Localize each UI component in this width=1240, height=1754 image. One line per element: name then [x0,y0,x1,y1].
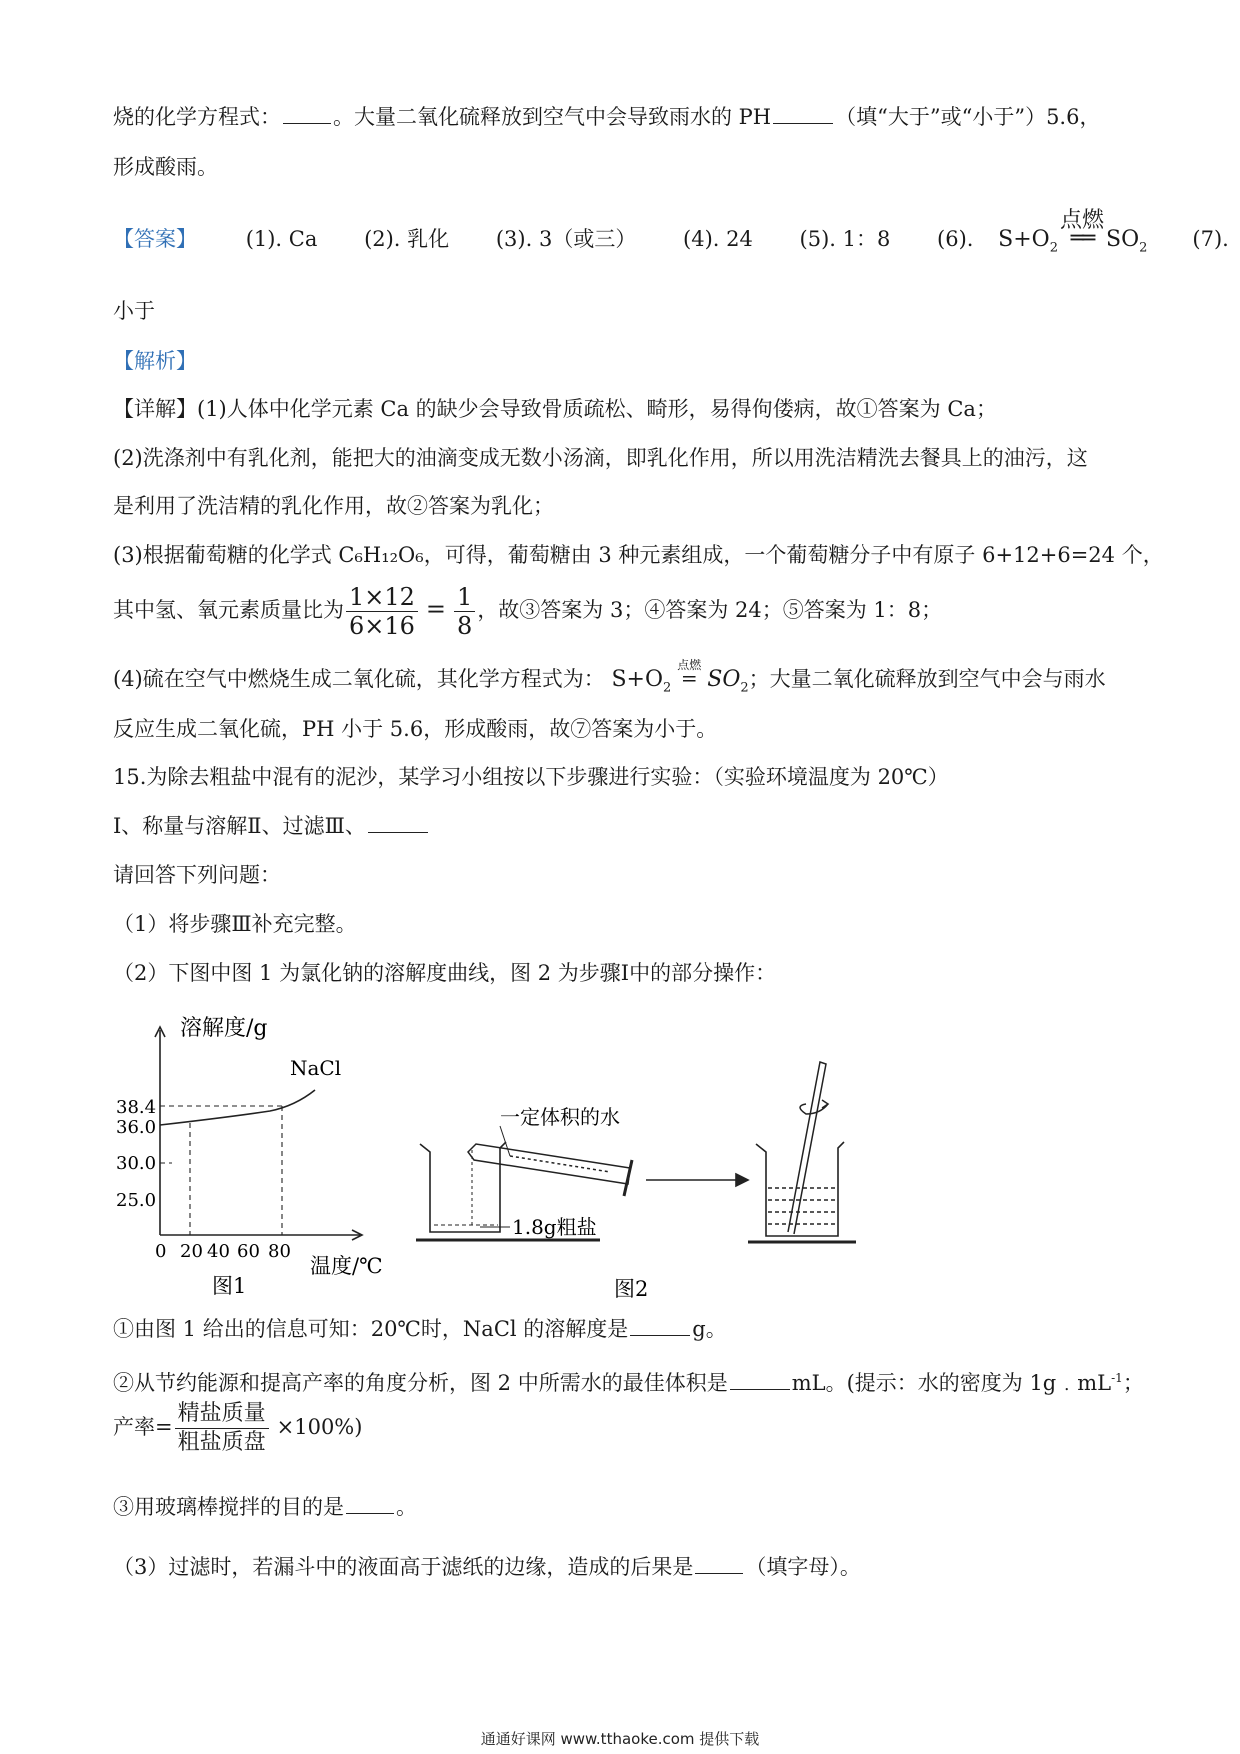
fig1-xtick-4: 80 [268,1241,291,1262]
fig1-xlabel: 温度/℃ [310,1254,383,1278]
fraction-1 [346,583,418,640]
q15-ask: 请回答下列问题： [113,863,281,887]
q3-post: （填字母）。 [745,1555,861,1579]
eq-cond-text: 点燃 [1059,208,1104,233]
q15-title: 15.为除去粗盐中混有的泥沙，某学习小组按以下步骤进行实验：（实验环境温度为 20℃） [113,765,949,789]
answer-item-7: (7). [1192,227,1229,251]
s2-post: mL。(提示：水的密度为 1g﹒mL [791,1371,1112,1395]
fig2-cylinder [468,1144,632,1196]
answer-item-5: (5). 1：8 [799,227,891,251]
eq-sub: 2 [1049,240,1058,256]
fraction-2 [454,583,475,640]
eq-double-line: ══ [1070,226,1094,251]
frac2-num: 1 [454,583,475,612]
detail-p1: 【详解】(1)人体中化学元素 Ca 的缺少会导致骨质疏松、畸形，易得佝偻病，故①答案为 Ca； [113,397,997,421]
answer-item-1: (1). Ca [245,227,318,251]
q15-q3 [113,1552,861,1582]
p4a-post: ；大量二氧化硫释放到空气中会与雨水 [748,667,1106,691]
answer-item-3: (3). 3（或三） [495,227,637,251]
yield-num: 精盐质量 [175,1400,269,1429]
p4a-eq-sign: = [680,666,698,690]
fig1-xtick-1: 20 [180,1241,203,1262]
fig2-arrow [646,1174,748,1186]
fig2-label-water: 一定体积的水 [500,1105,620,1129]
fig2-caption: 图2 [614,1277,649,1300]
q15-s2 [113,1363,1144,1398]
blank-volume [730,1371,790,1390]
intro-text-1: 烧的化学方程式： [113,105,281,129]
fig1-ytick-3: 25.0 [116,1190,157,1211]
blank-ph [773,105,833,124]
s3-post: 。 [396,1495,417,1519]
frac1-den: 6×16 [349,612,415,640]
detail-p4b: 反应生成二氧化硫，PH 小于 5.6，形成酸雨，故⑦答案为小于。 [113,717,718,741]
figure-2 [410,1060,870,1300]
p3b-eq: = [425,595,447,623]
q15-steps-text: Ⅰ、称量与溶解Ⅱ、过滤Ⅲ、 [113,814,366,838]
answer-tag: 【答案】 [113,227,197,251]
s2-pre: ②从节约能源和提高产率的角度分析，图 2 中所需水的最佳体积是 [113,1371,728,1395]
eq-condition [1059,208,1104,251]
p4a-left: S+O [611,667,663,692]
fraction-yield [175,1400,269,1457]
intro-text-2: 。大量二氧化硫释放到空气中会导致雨水的 PH [333,105,772,129]
fig2-glass-rod [788,1062,828,1234]
fig1-guides [160,1106,282,1235]
eq-right: SO [1106,227,1140,252]
q15-s3 [113,1492,417,1522]
p4a-condition [677,658,702,690]
fig1-ylabel: 溶解度/g [180,1016,268,1041]
s2-end: ； [1122,1371,1144,1395]
p4a-sub: 2 [662,680,672,696]
s3-pre: ③用玻璃棒搅拌的目的是 [113,1495,344,1519]
frac1-num: 1×12 [346,583,418,612]
fig1-ytick-2: 30.0 [116,1153,157,1174]
fig2-leader-water [500,1126,510,1156]
frac2-den: 8 [457,612,473,640]
detail-p3a: (3)根据葡萄糖的化学式 C₆H₁₂O₆，可得，葡萄糖由 3 种元素组成，一个葡萄糖分子中有原子 6+12+6=24 个， [113,543,1164,567]
q15-q2: （2）下图中图 1 为氯化钠的溶解度曲线，图 2 为步骤Ⅰ中的部分操作： [113,961,777,985]
blank-purpose [346,1495,394,1514]
intro-line-1 [113,102,1100,132]
s2b-pre: 产率= [113,1415,173,1439]
fig1-caption: 图1 [212,1274,247,1295]
eq-left: S+O [998,227,1050,252]
q15-s2b [113,1400,362,1457]
fig1-xtick-0: 0 [155,1241,167,1262]
eq-right-sub: 2 [1139,240,1148,256]
detail-p2b: 是利用了洗洁精的乳化作用，故②答案为乳化； [113,494,554,518]
q15-s1 [113,1314,727,1344]
p4a-pre: (4)硫在空气中燃烧生成二氧化硫，其化学方程式为： [113,667,605,691]
answer-item-6: (6). [937,227,974,251]
blank-step3 [368,814,428,833]
detail-p3b [113,583,942,640]
p4a-right: SO [707,667,741,692]
fig1-nacl-curve [160,1090,315,1125]
answer-item-4: (4). 24 [683,227,753,251]
answer-cont: 小于 [113,299,155,323]
blank-solubility [630,1317,690,1336]
detail-p4a [113,658,1106,703]
intro-line-2: 形成酸雨。 [113,155,218,179]
fig1-xtick-3: 60 [237,1241,260,1262]
fig1-xtick-2: 40 [207,1241,230,1262]
p4a-right-sub: 2 [740,680,749,696]
detail-p2a: (2)洗涤剂中有乳化剂，能把大的油滴变成无数小汤滴，即乳化作用，所以用洗洁精洗去餐具上的油污，这 [113,446,1088,470]
p3b-pre: 其中氢、氧元素质量比为 [113,598,344,622]
s1-post: g。 [692,1317,727,1341]
p4a-equation [611,658,749,696]
blank-equation [283,105,331,124]
q15-steps [113,811,430,841]
fig1-series-label: NaCl [290,1056,342,1080]
intro-text-3: （填“大于”或“小于”）5.6， [835,105,1101,129]
figure-1 [110,1005,410,1295]
analysis-tag: 【解析】 [113,349,197,373]
q15-q1: （1）将步骤Ⅲ补充完整。 [113,912,357,936]
s2b-post: ×100%) [276,1415,363,1439]
s2-sup: -1 [1111,1371,1123,1385]
p4a-cond-text: 点燃 [677,658,702,672]
fig2-label-salt: 1.8g粗盐 [512,1215,597,1239]
blank-consequence [695,1555,743,1574]
p3b-post: ，故③答案为 3；④答案为 24；⑤答案为 1：8； [477,598,943,622]
answer-line [113,208,1229,263]
fig1-ytick-1: 36.0 [116,1117,157,1138]
s1-pre: ①由图 1 给出的信息可知：20℃时，NaCl 的溶解度是 [113,1317,629,1341]
fig1-ytick-0: 38.4 [116,1097,157,1118]
q3-pre: （3）过滤时，若漏斗中的液面高于滤纸的边缘，造成的后果是 [113,1555,694,1579]
yield-den: 粗盐质盘 [177,1430,266,1455]
answer-equation [998,208,1154,256]
page-footer: 通通好课网 www.tthaoke.com 提供下载 [480,1730,760,1748]
answer-item-2: (2). 乳化 [364,227,450,251]
